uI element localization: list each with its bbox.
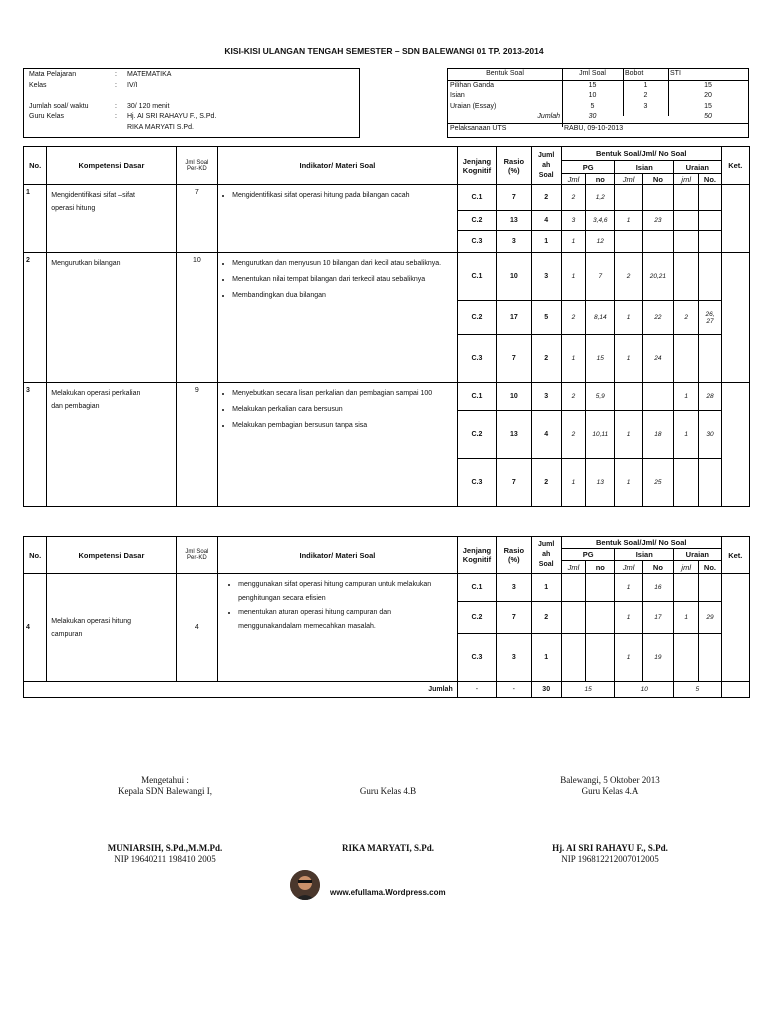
sub-header-jml: Jml [615,561,642,574]
kd-number: 3 [24,383,47,507]
col-jml-kd-header [176,537,217,574]
info-separator [113,123,125,134]
bentuk-ur-j [674,231,699,253]
bentuk-ur-j [674,185,699,211]
jenjang-kognitif: C.1 [457,574,496,602]
col-bentuk-header: Bentuk Soal/Jml/ No Soal [561,147,721,161]
info-row [27,123,357,134]
bentuk-pg-j: 1 [561,335,585,383]
bentuk-is-n: 20,21 [642,253,673,301]
rasio: 10 [497,253,531,301]
col-no-header: No. [24,537,47,574]
bentuk-is-j: 1 [615,411,642,459]
guru-4a-name-block [525,843,695,865]
bentuk-is-j: 1 [615,211,642,231]
jenjang-kognitif: C.2 [457,602,496,634]
bentuk-ur-j: 1 [674,411,699,459]
info-label [27,123,113,134]
jenjang-kognitif: C.3 [457,231,496,253]
info-value: IV/I [127,81,138,89]
keterangan [721,383,749,507]
bentuk-bobot: 2 [643,92,648,99]
jml-soal-per-kd: 4 [176,574,217,682]
jml-soal-header: Jml Soal [562,69,623,80]
col-uraian-header: Uraian [674,161,722,174]
jumlah-pg: 15 [561,682,615,698]
rasio: 10 [497,383,531,411]
bentuk-ur-j [674,574,699,602]
col-ket-header: Ket. [721,537,749,574]
bentuk-ur-n: 30 [699,411,721,459]
kd-number: 4 [24,574,47,682]
signature-place-date: Balewangi, 5 Oktober 2013 [560,775,660,785]
bentuk-soal-table [448,69,748,134]
jenjang-kognitif: C.3 [457,634,496,682]
jumlah-line: Soal [538,171,554,179]
table-row [24,185,750,211]
jumlah-line: Soal [538,561,554,568]
indikator-item: • Membandingkan dua bilangan [232,289,455,303]
jumlah-rasio: - [497,682,531,698]
col-bentuk-header: Bentuk Soal/Jml/ No Soal [561,537,721,549]
jenjang-line: Kognitif [462,165,492,175]
bentuk-ur-j [674,459,699,507]
mengetahui-label: Mengetahui : [141,775,189,785]
rasio: 13 [497,411,531,459]
bentuk-soal-summary [447,68,749,138]
bentuk-ur-j [674,634,699,682]
col-uraian-header: Uraian [674,549,722,561]
bentuk-is-j [615,383,642,411]
bentuk-pg-j: 2 [561,383,585,411]
jumlah-soal: 2 [531,185,561,211]
bentuk-is-n [642,383,673,411]
bentuk-jml: 10 [588,92,597,99]
bentuk-pg-n: 8,14 [586,301,615,335]
jumlah-soal: 5 [531,301,561,335]
rasio-line: (%) [508,165,520,175]
jumlah-soal: 2 [531,602,561,634]
jumlah-total-soal: 30 [531,682,561,698]
signature-guru-4a [530,775,690,797]
rasio: 7 [497,335,531,383]
col-jenjang-header [457,147,496,185]
indikator-cell [218,383,458,507]
info-value [125,91,357,102]
guru-4b-title: Guru Kelas 4.B [359,786,417,796]
jumlah-label: Jumlah [24,682,458,698]
bentuk-pg-j: 1 [561,459,585,507]
col-kd-header: Kompetensi Dasar [47,537,176,574]
bentuk-is-n [642,231,673,253]
info-row [27,70,357,81]
info-separator: : [115,113,117,120]
keterangan [721,253,749,383]
indikator-item: • menentukan aturan operasi hitung campuran dan menggunakandalam memecahkan masalah. [238,606,455,634]
sub-header-jml: Jml [561,561,585,574]
bentuk-name: Pilihan Ganda [450,81,494,89]
bentuk-pg-j [561,634,585,682]
rasio: 7 [497,459,531,507]
kompetensi-dasar [47,253,176,383]
jumlah-line: Juml [538,151,555,159]
kisi-kisi-table-1 [23,146,750,507]
indikator-cell [218,185,458,253]
bentuk-ur-n [699,231,721,253]
rasio: 7 [497,185,531,211]
col-indikator-header: Indikator/ Materi Soal [218,537,458,574]
bentuk-name: Uraian (Essay) [450,102,497,110]
sub-header-no-lower: no [586,561,615,574]
bentuk-pg-n: 10,11 [586,411,615,459]
indikator-item: • Melakukan perkalian cara bersusun [232,403,455,417]
bentuk-total-jml: 30 [588,113,597,120]
jenjang-kognitif: C.3 [457,459,496,507]
bentuk-pg-n: 3,4,6 [586,211,615,231]
guru-4a-title: Guru Kelas 4.A [581,786,639,796]
info-label: Kelas [29,81,47,89]
col-no-header: No. [24,147,47,185]
col-jumlah-soal-header [531,537,561,574]
info-label [27,91,113,102]
bentuk-total-label: Jumlah [537,113,560,120]
jenjang-kognitif: C.2 [457,411,496,459]
sub-header-jml-lower: jml [674,561,699,574]
col-rasio-header [497,147,531,185]
kepala-sekolah-nip: NIP 19640211 198410 2005 [114,854,216,864]
col-pg-header: PG [561,161,615,174]
rasio-line: (%) [508,555,520,564]
bentuk-ur-n [699,634,721,682]
bentuk-header: Bentuk Soal [448,69,562,80]
jumlah-soal: 2 [531,335,561,383]
jenjang-kognitif: C.1 [457,253,496,301]
bentuk-row [448,91,748,102]
kd-line: Mengurutkan bilangan [51,260,121,267]
subject-info-table [27,70,357,133]
bentuk-pg-n [586,634,615,682]
rasio: 3 [497,634,531,682]
jumlah-soal: 4 [531,211,561,231]
col-jumlah-soal-header [531,147,561,185]
kd-number: 2 [24,253,47,383]
indikator-item: • Mengurutkan dan menyusun 10 bilangan dari kecil atau sebaliknya. [232,257,455,271]
guru-4b-name: RIKA MARYATI, S.Pd. [342,843,434,853]
signature-guru-4b [318,786,458,797]
jumlah-line: ah [542,551,551,558]
jenjang-kognitif: C.2 [457,211,496,231]
info-value: Hj. AI SRI RAHAYU F., S.Pd. [127,113,217,120]
bentuk-pg-n: 15 [586,335,615,383]
bentuk-ur-n [699,459,721,507]
info-row [27,102,357,113]
jumlah-row [24,682,750,698]
kompetensi-dasar [47,383,176,507]
bentuk-pg-n: 13 [586,459,615,507]
bentuk-pg-j [561,574,585,602]
info-value: MATEMATIKA [127,71,172,78]
sub-header-no-lower: no [586,174,615,185]
bentuk-bobot: 3 [643,102,648,110]
sub-header-no-dot: No. [699,561,721,574]
jumlah-ket [721,682,749,698]
indikator-item: • menggunakan sifat operasi hitung campuran untuk melakukan penghitungan secara efisien [238,578,455,606]
sub-header-no-cap: No [642,174,673,185]
bentuk-ur-j [674,253,699,301]
info-separator: : [115,81,117,89]
kisi-kisi-table-2 [23,536,750,698]
rasio: 7 [497,602,531,634]
kd-number: 1 [24,185,47,253]
bentuk-ur-j: 1 [674,383,699,411]
bentuk-is-n: 23 [642,211,673,231]
jumlah-isian: 10 [615,682,674,698]
bentuk-is-n: 17 [642,602,673,634]
kd-line: operasi hitung [51,205,96,212]
bentuk-is-j: 1 [615,301,642,335]
sub-header-jml-lower: jml [674,174,699,185]
bentuk-is-j: 1 [615,459,642,507]
bentuk-pg-n: 7 [586,253,615,301]
jenjang-kognitif: C.2 [457,301,496,335]
info-separator [113,91,125,102]
table-row [24,383,750,411]
bentuk-pg-j: 1 [561,253,585,301]
bentuk-pg-j: 2 [561,185,585,211]
indikator-item: • Mengidentifikasi sifat operasi hitung pada bilangan cacah [232,189,455,203]
bobot-header: Bobot [623,69,668,80]
kepala-sekolah-title: Kepala SDN Balewangi I, [118,786,212,796]
info-separator: : [115,71,117,78]
bentuk-is-n: 16 [642,574,673,602]
jenjang-kognitif: C.3 [457,335,496,383]
bentuk-sti: 15 [704,81,712,89]
sub-header-jml: Jml [615,174,642,185]
bentuk-pg-n: 5,9 [586,383,615,411]
bentuk-pg-n [586,602,615,634]
sti-header: STI [668,69,748,80]
col-jenjang-header [457,537,496,574]
indikator-item: • Melakukan pembagian bersusun tanpa sisa [232,419,455,433]
keterangan [721,185,749,253]
col-kd-header: Kompetensi Dasar [47,147,176,185]
bentuk-ur-j [674,211,699,231]
jenjang-line: Kognitif [462,555,492,564]
info-label: Mata Pelajaran [29,71,77,78]
kompetensi-dasar [47,574,176,682]
bentuk-ur-n [699,335,721,383]
kd-line: Melakukan operasi hitung [51,617,132,625]
bentuk-is-j: 1 [615,634,642,682]
bentuk-bobot: 1 [643,81,648,89]
indikator-item: • Menentukan nilai tempat bilangan dari terkecil atau sebaliknya [232,273,455,287]
bentuk-total-sti: 50 [704,113,712,120]
jml-kd-line: Jml Soal [185,159,209,166]
jumlah-line: ah [542,161,551,169]
guru-4a-nip: NIP 196812212007012005 [561,854,659,864]
jenjang-kognitif: C.1 [457,383,496,411]
indikator-cell [218,253,458,383]
bentuk-ur-j: 2 [674,301,699,335]
bentuk-row [448,80,748,91]
bentuk-jml: 5 [590,102,595,110]
bentuk-sti: 20 [704,92,712,99]
keterangan [721,574,749,682]
bentuk-ur-n: 28 [699,383,721,411]
bentuk-sti: 15 [704,102,712,110]
info-label: Jumlah soal/ waktu [29,102,89,110]
jenjang-line: Jenjang [462,156,492,166]
bentuk-row [448,102,748,113]
jml-soal-per-kd: 10 [176,253,217,383]
col-ket-header: Ket. [721,147,749,185]
bentuk-is-n: 18 [642,411,673,459]
guru-4b-name-block [318,843,458,854]
pelaksanaan-value: RABU, 09-10-2013 [562,123,748,134]
bentuk-pg-j [561,602,585,634]
bentuk-ur-n [699,574,721,602]
jumlah-soal: 3 [531,253,561,301]
kd-line: dan pembagian [51,403,100,410]
jumlah-uraian: 5 [674,682,722,698]
info-label: Guru Kelas [29,113,65,120]
jenjang-kognitif: C.1 [457,185,496,211]
subject-info-box [23,68,360,138]
kepala-sekolah-name: MUNIARSIH, S.Pd.,M.M.Pd. [107,843,223,853]
info-row [27,81,357,92]
jenjang-line: Jenjang [462,546,492,555]
bentuk-is-j: 1 [615,335,642,383]
bentuk-is-n: 19 [642,634,673,682]
jumlah-soal: 2 [531,459,561,507]
col-rasio-header [497,537,531,574]
author-avatar [290,870,320,900]
kepala-sekolah-name-block [80,843,250,865]
bentuk-pg-j: 2 [561,411,585,459]
kd-line: Melakukan operasi perkalian [51,390,141,397]
jumlah-jenjang: - [457,682,496,698]
rasio: 17 [497,301,531,335]
kompetensi-dasar [47,185,176,253]
sub-header-jml: Jml [561,174,585,185]
rasio-line: Rasio [503,546,525,555]
bentuk-is-n: 25 [642,459,673,507]
jml-soal-per-kd: 9 [176,383,217,507]
indikator-cell [218,574,458,682]
bentuk-pg-n: 12 [586,231,615,253]
bentuk-ur-n [699,253,721,301]
website-link[interactable]: www.efullama.Wordpress.com [330,888,446,897]
jumlah-soal: 3 [531,383,561,411]
col-pg-header: PG [561,549,615,561]
bentuk-pg-n: 1,2 [586,185,615,211]
jml-kd-line: Per-KD [187,555,207,561]
table-row [24,253,750,301]
bentuk-name: Isian [450,92,465,99]
col-isian-header: Isian [615,549,674,561]
table-row [24,574,750,602]
jumlah-soal: 1 [531,574,561,602]
document-title: KISI-KISI ULANGAN TENGAH SEMESTER – SDN BALEWANGI 01 TP. 2013-2014 [224,46,544,56]
jumlah-soal: 1 [531,634,561,682]
bentuk-jml: 15 [588,81,597,89]
bentuk-is-j [615,231,642,253]
bentuk-ur-n: 29 [699,602,721,634]
kd-line: campuran [51,630,83,638]
info-separator: : [115,102,117,110]
bentuk-is-n: 22 [642,301,673,335]
col-indikator-header: Indikator/ Materi Soal [218,147,458,185]
bentuk-pg-j: 2 [561,301,585,335]
rasio: 3 [497,231,531,253]
bentuk-is-j: 2 [615,253,642,301]
jml-kd-line: Per-KD [187,165,207,172]
bentuk-pg-j: 1 [561,231,585,253]
rasio: 13 [497,211,531,231]
jml-kd-line: Jml Soal [185,549,209,555]
bentuk-ur-n [699,185,721,211]
info-value: RIKA MARYATI S.Pd. [127,123,194,131]
bentuk-ur-n: 26, 27 [699,301,721,335]
jumlah-line: Juml [538,541,555,548]
bentuk-ur-n [699,211,721,231]
jml-soal-per-kd: 7 [176,185,217,253]
bentuk-pg-n [586,574,615,602]
info-row [27,91,357,102]
kd-line: Mengidentifikasi sifat –sifat [51,192,135,199]
guru-4a-name: Hj. AI SRI RAHAYU F., S.Pd. [552,843,668,853]
bentuk-is-j: 1 [615,602,642,634]
rasio-line: Rasio [503,156,525,166]
info-value: 30/ 120 menit [127,102,170,110]
bentuk-pg-j: 3 [561,211,585,231]
rasio: 3 [497,574,531,602]
jumlah-soal: 1 [531,231,561,253]
jumlah-soal: 4 [531,411,561,459]
bentuk-is-j: 1 [615,574,642,602]
bentuk-is-n: 24 [642,335,673,383]
col-isian-header: Isian [615,161,674,174]
bentuk-is-j [615,185,642,211]
bentuk-ur-j [674,335,699,383]
signature-kepala-sekolah [90,775,240,797]
sub-header-no-cap: No [642,561,673,574]
sub-header-no-dot: No. [699,174,721,185]
pelaksanaan-label: Pelaksanaan UTS [448,123,562,134]
bentuk-is-n [642,185,673,211]
col-jml-kd-header [176,147,217,185]
bentuk-ur-j: 1 [674,602,699,634]
indikator-item: • Menyebutkan secara lisan perkalian dan pembagian sampai 100 [232,387,455,401]
info-row [27,112,357,123]
